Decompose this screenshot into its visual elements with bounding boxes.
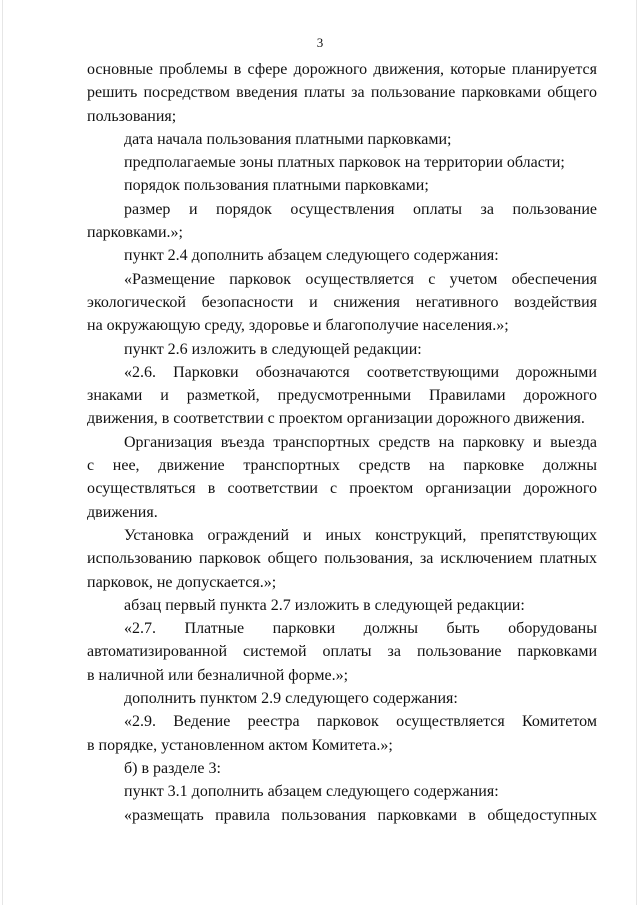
- text-line: на окружающую среду, здоровье и благополучие населения.»;: [87, 317, 509, 335]
- text-line: пункт 2.4 дополнить абзацем следующего содержания:: [124, 247, 499, 265]
- text-line: абзац первый пункта 2.7 изложить в следующей редакции:: [124, 596, 525, 614]
- text-line: Организация въезда транспортных средств на парковку и выезда: [124, 433, 597, 451]
- text-line: «размещать правила пользования парковками в общедоступных: [124, 806, 597, 824]
- text-line: дополнить пунктом 2.9 следующего содержания:: [124, 690, 458, 708]
- document-body: [87, 58, 597, 827]
- text-line: решить посредством введения платы за пользование парковками общего: [87, 84, 597, 102]
- text-line: «2.9. Ведение реестра парковок осуществляется Комитетом: [124, 713, 597, 731]
- text-line: автоматизированной системой оплаты за пользование парковками: [87, 643, 597, 661]
- text-line: использованию парковок общего пользования, за исключением платных: [87, 550, 597, 568]
- text-line: «2.7. Платные парковки должны быть оборудованы: [124, 620, 597, 638]
- text-line: парковок, не допускается.»;: [87, 573, 277, 591]
- text-line: в порядке, установленном актом Комитета.»;: [87, 736, 393, 754]
- text-line: в наличной или безналичной форме.»;: [87, 666, 349, 684]
- text-line: Установка ограждений и иных конструкций, препятствующих: [124, 526, 597, 544]
- text-line: б) в разделе 3:: [124, 759, 221, 777]
- text-line: основные проблемы в сфере дорожного движения, которые планируется: [87, 61, 597, 78]
- text-line: экологической безопасности и снижения негативного воздействия: [87, 293, 597, 311]
- text-line: движения, в соответствии с проектом организации дорожного движения.: [87, 410, 585, 428]
- text-line: пункт 2.6 изложить в следующей редакции:: [124, 340, 422, 358]
- text-line: с нее, движение транспортных средств на парковке должны: [87, 457, 597, 475]
- text-line: парковками.»;: [87, 224, 183, 242]
- text-line: пункт 3.1 дополнить абзацем следующего содержания:: [124, 783, 499, 801]
- text-line: дата начала пользования платными парковками;: [124, 130, 452, 148]
- text-line: пользования;: [87, 107, 177, 125]
- text-line: порядок пользования платными парковками;: [124, 177, 429, 195]
- text-line: движения.: [87, 503, 158, 521]
- text-line: предполагаемые зоны платных парковок на территории области;: [124, 154, 565, 172]
- scan-right-edge: [636, 0, 637, 905]
- text-line: знаками и разметкой, предусмотренными Правилами дорожного: [87, 387, 597, 405]
- scan-left-edge: [2, 0, 3, 905]
- text-line: «2.6. Парковки обозначаются соответствующими дорожными: [124, 363, 597, 381]
- text-line: размер и порядок осуществления оплаты за пользование: [124, 200, 597, 218]
- text-line: осуществляться в соответствии с проектом организации дорожного: [87, 480, 597, 498]
- page-number: 3: [316, 35, 324, 50]
- text-line: «Размещение парковок осуществляется с учетом обеспечения: [124, 270, 597, 288]
